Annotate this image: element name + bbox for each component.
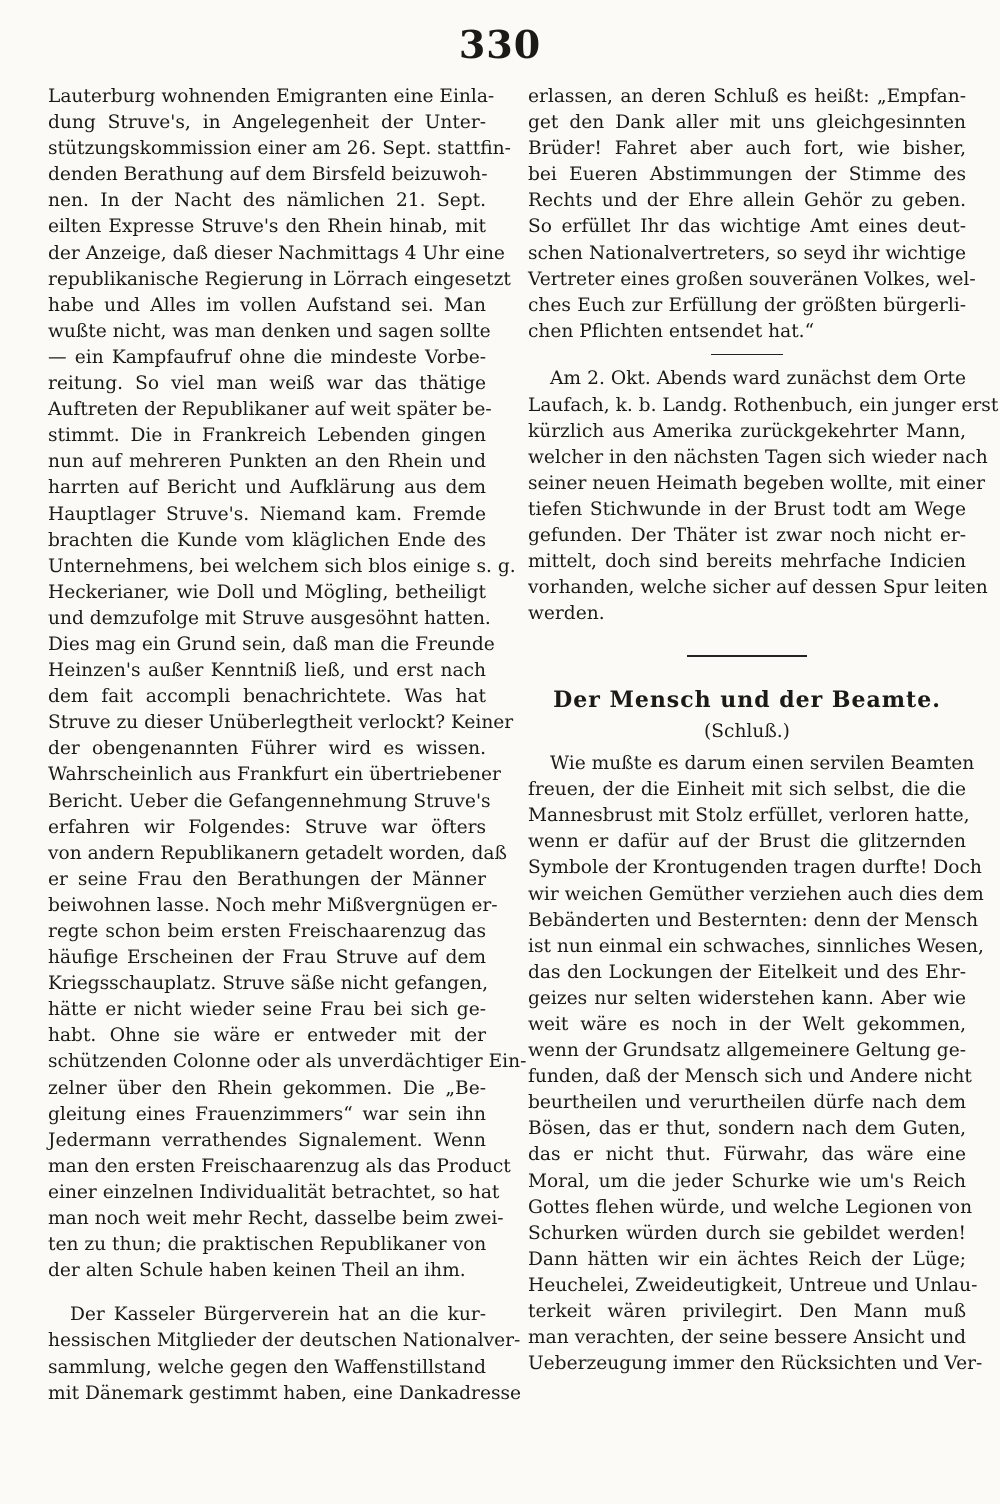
text-line: wenn der Grundsatz allgemeinere Geltung ge- [528,1040,966,1062]
text-line: So erfüllet Ihr das wichtige Amt eines deut- [528,216,966,238]
section-separator-rule [687,655,807,657]
text-line: regte schon beim ersten Freischaarenzug das [48,921,486,942]
section-subtitle: (Schluß.) [704,720,790,742]
text-line: stimmt. Die in Frankreich Lebenden gingen [48,425,486,447]
text-line: brachten die Kunde vom kläglichen Ende des [48,529,486,551]
text-line: Moral, um die jeder Schurke wie um's Reich [528,1170,966,1192]
text-line: geizes nur selten widerstehen kann. Aber wie [528,987,966,1009]
text-line: Am 2. Okt. Abends ward zunächst dem Orte [550,368,966,390]
page-number: 330 [458,22,542,67]
text-line: man verachten, der seine bessere Ansicht und [528,1327,966,1349]
text-line: bei Eueren Abstimmungen der Stimme des [528,164,966,186]
text-line: welcher in den nächsten Tagen sich wieder nach [528,446,988,468]
text-line: Bericht. Ueber die Gefangennehmung Struve's [48,790,491,812]
text-line: harrten auf Bericht und Aufklärung aus dem [48,477,486,499]
text-line: republikanische Regierung in Lörrach eingesetzt [48,268,511,290]
text-line: Gottes flehen würde, und welche Legionen von [528,1196,973,1218]
text-line: reitung. So viel man weiß war das thätige [48,373,486,395]
text-line: gefunden. Der Thäter ist zwar noch nicht er- [528,525,966,546]
text-line: freuen, der die Einheit mit sich selbst, die die [528,779,966,801]
text-line: wußte nicht, was man denken und sagen sollte [48,320,491,342]
separator-rule [711,354,783,356]
text-line: Bösen, das er thut, sondern nach dem Guten, [528,1118,966,1140]
text-line: funden, daß der Mensch sich und Andere nicht [528,1066,972,1088]
text-line: dung Struve's, in Angelegenheit der Unter- [48,112,486,134]
text-line: Rechts und der Ehre allein Gehör zu geben. [528,190,966,212]
text-line: das den Lockungen der Eitelkeit und des Ehr- [528,961,966,983]
text-line: weit wäre es noch in der Welt gekommen, [528,1014,966,1035]
text-line: zelner über den Rhein gekommen. Die „Be- [48,1077,486,1099]
text-line: Unternehmens, bei welchem sich blos einige s. g. [48,555,516,577]
text-line: habe und Alles im vollen Aufstand sei. Man [48,294,486,316]
text-line: sammlung, welche gegen den Waffenstillstand [48,1356,486,1378]
text-line: wir weichen Gemüther verziehen auch dies dem [528,883,984,905]
text-line: Dann hätten wir ein ächtes Reich der Lüge; [528,1248,966,1270]
text-line: Auftreten der Republikaner auf weit später be- [48,399,492,421]
text-line: Struve zu dieser Unüberlegtheit verlockt? Keiner [48,712,514,734]
text-line: einer einzelnen Individualität betrachtet, so hat [48,1181,500,1203]
text-line: Brüder! Fahret aber auch fort, wie bisher, [528,138,966,160]
text-line: Wie mußte es darum einen servilen Beamten [550,753,975,775]
text-line: häufige Erscheinen der Frau Struve auf dem [48,947,486,969]
text-line: wenn er dafür auf der Brust die glitzernden [528,831,966,853]
text-line: Heckerianer, wie Doll und Mögling, betheiligt [48,581,486,603]
text-line: Lauterburg wohnenden Emigranten eine Einla- [48,86,495,107]
text-line: terkeit wären privilegirt. Den Mann muß [528,1301,966,1323]
text-line: gleitung eines Frauenzimmers“ war sein ihn [48,1103,486,1125]
text-line: werden. [528,603,605,625]
text-line: denden Berathung auf dem Birsfeld beizuwoh- [48,164,488,186]
article-kassel-continued [528,84,976,345]
text-line: Vertreter eines großen souveränen Volkes, wel- [528,268,976,290]
text-line: dem fait accompli benachrichtete. Was hat [48,686,486,708]
text-line: beiwohnen lasse. Noch mehr Mißvergnügen er- [48,894,498,916]
text-line: mit Dänemark gestimmt haben, eine Dankadresse [48,1382,522,1404]
paragraph-gap [48,1284,486,1302]
text-line: schützenden Colonne oder als unverdächtiger Ein- [48,1051,527,1073]
text-line: — ein Kampfaufruf ohne die mindeste Vorbe- [48,346,486,368]
text-line: ist nun einmal ein schwaches, sinnliches Wesen, [528,935,984,957]
text-line: kürzlich aus Amerika zurückgekehrter Mann, [528,420,966,442]
article-beamte-paragraph [528,751,984,1377]
text-line: erlassen, an deren Schluß es heißt: „Empfan- [528,86,966,107]
text-line: Jedermann verrathendes Signalement. Wenn [48,1129,486,1151]
text-line: hessischen Mitglieder der deutschen Nationalver- [48,1330,521,1352]
text-line: schen Nationalvertreters, so seyd ihr wichtige [528,242,966,264]
text-line: Hauptlager Struve's. Niemand kam. Fremde [48,503,486,525]
article-struve-paragraph [48,84,527,1284]
text-line: man noch weit mehr Recht, dasselbe beim zwei- [48,1208,504,1230]
text-line: seiner neuen Heimath begeben wollte, mit einer [528,472,986,494]
text-line: Ueberzeugung immer den Rücksichten und Ver- [528,1353,983,1375]
text-line: Mannesbrust mit Stolz erfüllet, verloren hatte, [528,805,970,827]
text-line: get den Dank aller mit uns gleichgesinnten [528,112,966,134]
text-line: und demzufolge mit Struve ausgesöhnt hatten. [48,607,491,629]
text-line: vorhanden, welche sicher auf dessen Spur leiten [528,577,988,599]
right-column [528,84,999,1377]
text-line: tiefen Stichwunde in der Brust todt am Wege [528,498,966,520]
text-line: eilten Expresse Struve's den Rhein hinab, mit [48,216,486,238]
text-line: Wahrscheinlich aus Frankfurt ein übertriebener [48,764,501,786]
text-line: nen. In der Nacht des nämlichen 21. Sept. [48,190,486,212]
text-line: Der Kasseler Bürgerverein hat an die kur- [70,1304,486,1326]
article-laufach-paragraph [528,366,999,627]
section-title: Der Mensch und der Beamte. [553,686,941,713]
text-line: Schurken würden durch sie gebildet werden! [528,1222,966,1244]
text-line: Bebänderten und Besternten: denn der Mensch [528,909,979,931]
text-line: ten zu thun; die praktischen Republikaner von [48,1234,487,1256]
text-line: der obengenannten Führer wird es wissen. [48,738,486,760]
text-line: der Anzeige, daß dieser Nachmittags 4 Uhr eine [48,242,505,264]
text-line: der alten Schule haben keinen Theil an ihm. [48,1260,466,1282]
text-line: Dies mag ein Grund sein, daß man die Freunde [48,633,495,655]
text-line: hätte er nicht wieder seine Frau bei sich ge- [48,999,486,1021]
text-line: chen Pflichten entsendet hat.“ [528,320,815,342]
text-line: nun auf mehreren Punkten an den Rhein und [48,451,486,473]
text-line: er seine Frau den Berathungen der Männer [48,868,486,890]
text-line: von andern Republikanern getadelt worden, daß [48,842,507,864]
text-line: Laufach, k. b. Landg. Rothenbuch, ein junger erst [528,394,999,416]
text-line: das er nicht thut. Fürwahr, das wäre eine [528,1144,966,1166]
text-line: stützungskommission einer am 26. Sept. stattfin- [48,138,511,160]
left-column [48,84,527,1407]
text-line: Heuchelei, Zweideutigkeit, Untreue und Unlau- [528,1274,978,1296]
text-line: man den ersten Freischaarenzug als das Product [48,1155,511,1177]
text-line: mittelt, doch sind bereits mehrfache Indicien [528,551,966,573]
text-line: habt. Ohne sie wäre er entweder mit der [48,1025,486,1047]
text-line: erfahren wir Folgendes: Struve war öfters [48,816,486,838]
text-line: Kriegsschauplatz. Struve säße nicht gefangen, [48,973,488,995]
article-kassel-paragraph [48,1302,522,1406]
text-line: Symbole der Krontugenden tragen durfte! Doch [528,857,982,879]
text-line: ches Euch zur Erfüllung der größten bürgerli- [528,294,966,316]
text-line: beurtheilen und verurtheilen dürfe nach dem [528,1092,966,1114]
text-line: Heinzen's außer Kenntniß ließ, und erst nach [48,660,486,682]
